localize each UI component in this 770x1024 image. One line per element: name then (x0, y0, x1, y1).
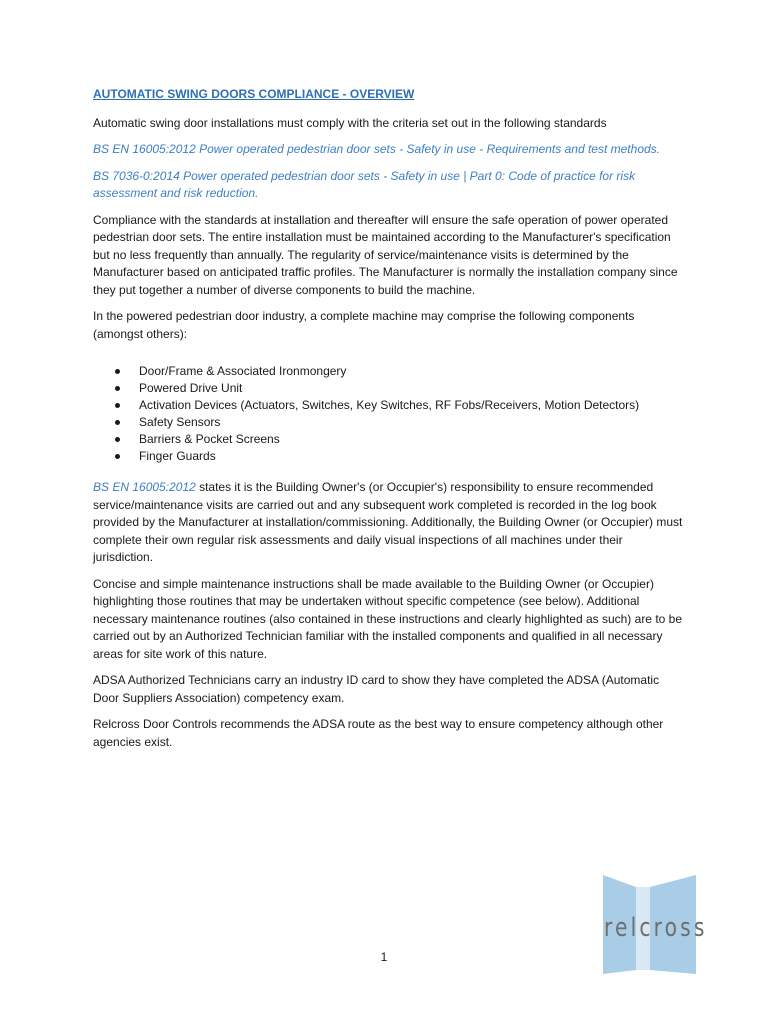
components-list (93, 363, 683, 465)
list-item: Powered Drive Unit (93, 380, 683, 397)
document-title: AUTOMATIC SWING DOORS COMPLIANCE - OVERVIEW (93, 87, 415, 101)
relcross-paragraph: Relcross Door Controls recommends the ADSA route as the best way to ensure competency although other agencies exist. (93, 717, 664, 749)
list-item: Finger Guards (93, 448, 683, 465)
logo-wordmark (604, 913, 708, 943)
standard-bs-en-16005: BS EN 16005:2012 Power operated pedestrian door sets - Safety in use - Requirements and test methods. (93, 142, 660, 156)
logo-text-mid: c (639, 913, 654, 943)
responsibility-paragraph (93, 479, 683, 567)
list-item: Safety Sensors (93, 414, 683, 431)
components-intro-paragraph: In the powered pedestrian door industry, a complete machine may comprise the following components (amongst others): (93, 309, 635, 341)
responsibility-standard-ref: BS EN 16005:2012 (93, 480, 196, 494)
adsa-paragraph: ADSA Authorized Technicians carry an industry ID card to show they have completed the ADSA (Automatic Door Suppliers Association) competency exam. (93, 673, 660, 705)
intro-paragraph: Automatic swing door installations must comply with the criteria set out in the following standards (93, 115, 607, 130)
list-item: Activation Devices (Actuators, Switches, Key Switches, RF Fobs/Receivers, Motion Detectors) (93, 397, 683, 414)
standard-bs-7036: BS 7036-0:2014 Power operated pedestrian door sets - Safety in use | Part 0: Code of practice for risk assessment and risk reduction. (93, 168, 636, 200)
page-number: 1 (380, 950, 388, 964)
relcross-logo (600, 872, 735, 977)
logo-text-right: ross (653, 913, 708, 943)
responsibility-text: states it is the Building Owner's (or Occupier's) responsibility to ensure recommended service/maintenance visits are carried out and any subsequent work completed is recorded in the log book provided by the Manufacturer at installation/commissioning. Additionally, the Building Owner (or Occupier) must complete their own regular risk assessments and daily visual inspections of all machines under their jurisdiction. (93, 480, 683, 564)
list-item: Door/Frame & Associated Ironmongery (93, 363, 683, 380)
list-item: Barriers & Pocket Screens (93, 431, 683, 448)
compliance-paragraph: Compliance with the standards at installation and thereafter will ensure the safe operation of power operated pedestrian door sets. The entire installation must be maintained according to the Manufacturer's specification but no less frequently than annually. The regularity of service/maintenance visits is determined by the Manufacturer based on anticipated traffic profiles. The Manufacturer is normally the installation company since they put together a number of diverse components to build the machine. (93, 212, 678, 297)
document-body (93, 86, 683, 760)
instructions-paragraph: Concise and simple maintenance instructions shall be made available to the Building Owner (or Occupier) highlighting those routines that may be undertaken without specific competence (see below). Additional necessary maintenance routines (also contained in these instructions and clearly highlighted as such) are to be carried out by an Authorized Technician familiar with the installed components and qualified in all necessary areas for site work of this nature. (93, 576, 683, 661)
logo-text-left: rel (604, 913, 640, 943)
